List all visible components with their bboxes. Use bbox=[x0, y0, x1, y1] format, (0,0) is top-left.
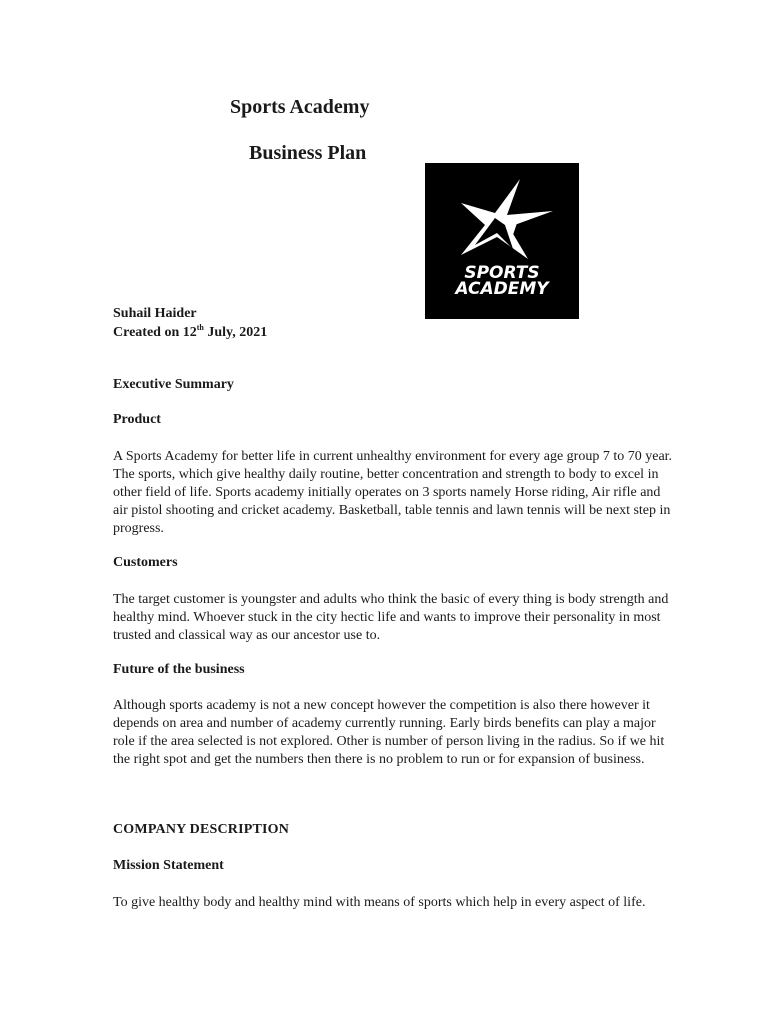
sports-academy-logo bbox=[425, 163, 579, 319]
paragraph-product: A Sports Academy for better life in current unhealthy environment for every age group 7 to 70 year. The sports, which give healthy daily routine, better concentration and strength to body to excel in other field of life. Sports academy initially operates on 3 sports namely Horse riding, Air rifle and air pistol shooting and cricket academy. Basketball, table tennis and lawn tennis will be next step in progress. bbox=[113, 449, 673, 536]
logo-text-sports: SPORTS bbox=[464, 263, 540, 283]
created-date-suffix: July, 2021 bbox=[203, 325, 268, 340]
document-title: Sports Academy bbox=[230, 96, 370, 118]
document-subtitle: Business Plan bbox=[249, 142, 367, 164]
paragraph-customers: The target customer is youngster and adults who think the basic of every thing is body strength and healthy mind. Whoever stuck in the city hectic life and wants to improve their personality in most trusted and classical way as our ancestor use to. bbox=[113, 592, 669, 643]
paragraph-mission-statement: To give healthy body and healthy mind with means of sports which help in every aspect of life. bbox=[113, 895, 646, 910]
star-logo-icon bbox=[425, 163, 579, 319]
paragraph-future-of-business: Although sports academy is not a new concept however the competition is also there however it depends on area and number of academy currently running. Early birds benefits can play a major role if the area selected is not explored. Other is number of person living in the radius. So if we hit the right spot and get the numbers then there is no problem to run or for expansion of business. bbox=[113, 698, 665, 767]
heading-executive-summary: Executive Summary bbox=[113, 377, 234, 392]
heading-product: Product bbox=[113, 412, 161, 427]
logo-text-academy: ACADEMY bbox=[455, 279, 549, 299]
created-date-ordinal: th bbox=[196, 323, 204, 332]
heading-future-of-business: Future of the business bbox=[113, 662, 245, 677]
author-name: Suhail Haider bbox=[113, 306, 197, 321]
heading-customers: Customers bbox=[113, 555, 178, 570]
heading-company-description: COMPANY DESCRIPTION bbox=[113, 822, 290, 837]
heading-mission-statement: Mission Statement bbox=[113, 858, 224, 873]
created-date-prefix: Created on 12 bbox=[113, 325, 197, 340]
created-date bbox=[113, 323, 267, 341]
